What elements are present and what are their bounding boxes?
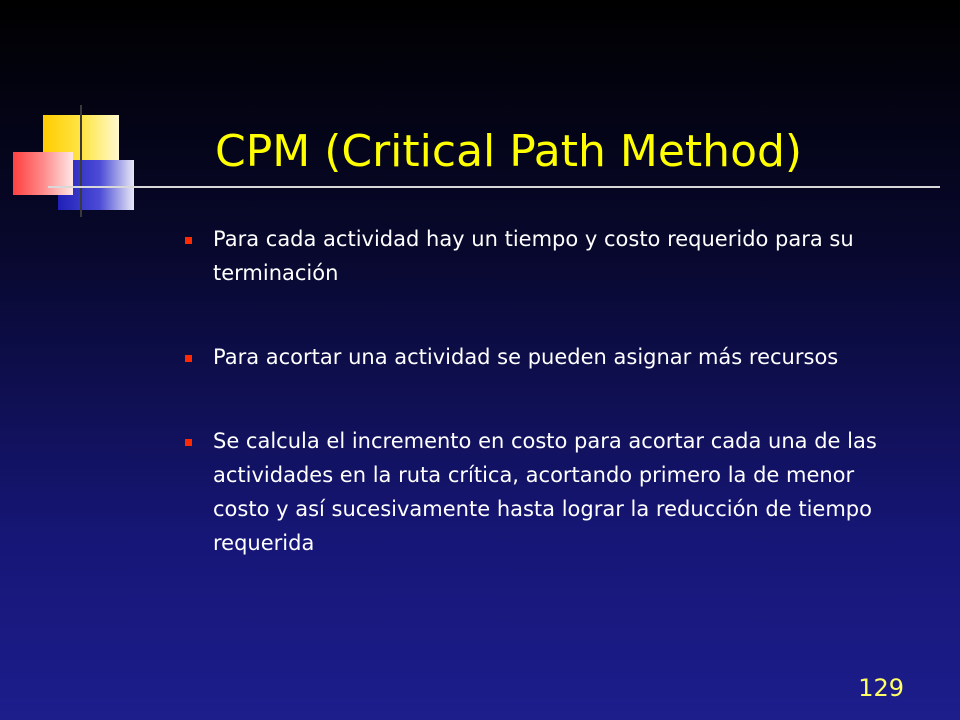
logo-vertical-line bbox=[80, 105, 82, 217]
bullet-square-icon bbox=[185, 439, 192, 446]
bullet-text: Se calcula el incremento en costo para acortar cada una de las actividades en la ruta crítica, acortando primero la de menor costo y así sucesivamente hasta lograr la reducción de tiempo requerida bbox=[213, 429, 877, 555]
bullet-text: Para cada actividad hay un tiempo y costo requerido para su terminación bbox=[213, 227, 854, 285]
bullet-text: Para acortar una actividad se pueden asignar más recursos bbox=[213, 345, 839, 369]
bullet-list bbox=[213, 222, 913, 610]
title-underline bbox=[48, 186, 940, 188]
page-number: 129 bbox=[858, 674, 904, 702]
bullet-item bbox=[213, 340, 913, 374]
bullet-square-icon bbox=[185, 237, 192, 244]
bullet-item bbox=[213, 424, 913, 560]
slide-title: CPM (Critical Path Method) bbox=[215, 126, 803, 177]
logo-red-block bbox=[13, 152, 73, 195]
bullet-item bbox=[213, 222, 913, 290]
bullet-square-icon bbox=[185, 355, 192, 362]
